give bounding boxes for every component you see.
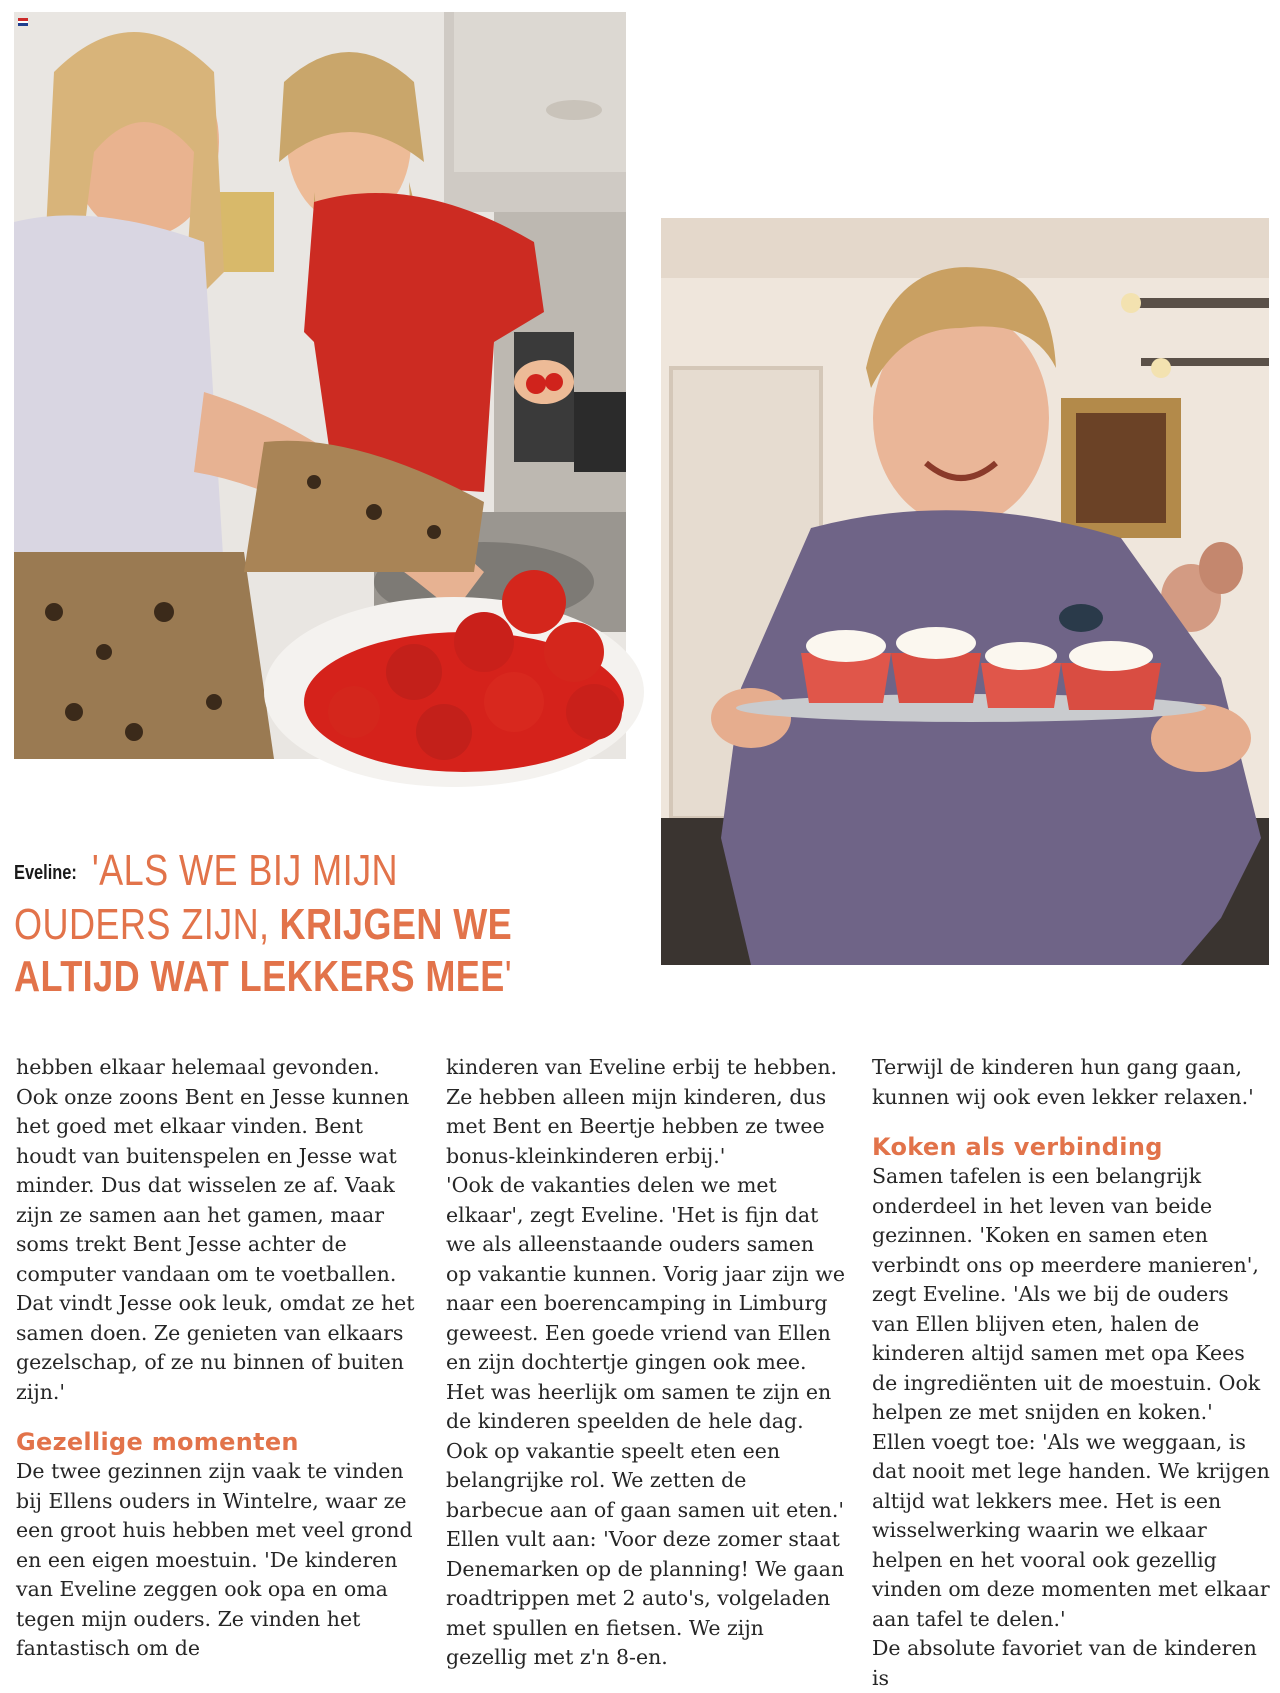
flag-stripe bbox=[18, 23, 28, 26]
quote-speaker: Eveline: bbox=[14, 862, 77, 885]
paragraph: hebben elkaar helemaal gevonden. Ook onze zoons Bent en Jesse kunnen het goed met elkaar vinden. Bent houdt van buitenspelen en Jesse wat minder. Dus dat wisselen ze af. Vaak zijn ze samen aan het gamen, maar soms trekt Bent Jesse achter de computer vandaan om te voetballen. Dat vindt Jesse ook leuk, omdat ze het samen doen. Ze genieten van elkaars gezelschap, of ze nu binnen of buiten zijn.' bbox=[16, 1055, 415, 1404]
paragraph: Samen tafelen is een belangrijk onderdeel in het leven van beide gezinnen. 'Koken en samen eten verbindt ons op meerdere manieren', zegt Eveline. 'Als we bij de ouders van Ellen blijven eten, halen de kinderen altijd samen met opa Kees de ingrediënten uit de moestuin. Ook helpen ze met snijden en koken.' Ellen voegt toe: 'Als we weggaan, is dat nooit met lege handen. We krijgen altijd wat lekkers mee. Het is een wisselwerking waarin we elkaar helpen en het vooral ook gezellig vinden om deze momenten met elkaar aan tafel te delen.' bbox=[872, 1164, 1270, 1631]
photo-boy-cupcakes-icon bbox=[661, 218, 1269, 965]
article-column-3 bbox=[872, 1053, 1272, 1693]
quote-text-bold: KRIJGEN WE ALTIJD WAT LEKKERS MEE bbox=[14, 900, 513, 1002]
photo-girls-strawberries bbox=[14, 12, 626, 759]
flag-icon bbox=[18, 18, 28, 26]
pull-quote bbox=[14, 845, 514, 1003]
quote-text-light: 'ALS WE BIJ MIJN OUDERS ZIJN, bbox=[14, 846, 398, 950]
photo-girls-strawberries-icon bbox=[14, 12, 626, 759]
paragraph: kinderen van Eveline erbij te hebben. Ze hebben alleen mijn kinderen, dus met Bent en Beertje hebben ze twee bonus-kleinkinderen erbij.' bbox=[446, 1055, 838, 1168]
paragraph: De twee gezinnen zijn vaak te vinden bij Ellens ouders in Wintelre, waar ze een groot huis hebben met veel grond en een eigen moestuin. 'De kinderen van Eveline zeggen ook opa en oma tegen mijn ouders. Ze vinden het fantastisch om de bbox=[16, 1459, 413, 1660]
article-column-1 bbox=[16, 1053, 416, 1664]
quote-close-mark: ' bbox=[504, 952, 513, 1002]
paragraph: De absolute favoriet van de kinderen is bbox=[872, 1636, 1257, 1690]
section-heading: Koken als verbinding bbox=[872, 1133, 1163, 1161]
photo-boy-cupcakes bbox=[661, 218, 1269, 965]
paragraph: 'Ook de vakanties delen we met elkaar', zegt Eveline. 'Het is fijn dat we als alleenstaande ouders samen op vakantie kunnen. Vorig jaar zijn we naar een boerencamping in Limburg geweest. Een goede vriend van Ellen en zijn dochtertje gingen ook mee. Het was heerlijk om samen te zijn en de kinderen speelden de hele dag. Ook op vakantie speelt eten een belangrijke rol. We zetten de barbecue aan of gaan samen uit eten.' Ellen vult aan: 'Voor deze zomer staat Denemarken op de planning! We gaan roadtrippen met 2 auto's, volgeladen met spullen en fietsen. We zijn gezellig met z'n 8-en. bbox=[446, 1173, 845, 1669]
article-column-2 bbox=[446, 1053, 846, 1673]
paragraph: Terwijl de kinderen hun gang gaan, kunnen wij ook even lekker relaxen.' bbox=[872, 1055, 1254, 1109]
section-heading: Gezellige momenten bbox=[16, 1428, 299, 1456]
